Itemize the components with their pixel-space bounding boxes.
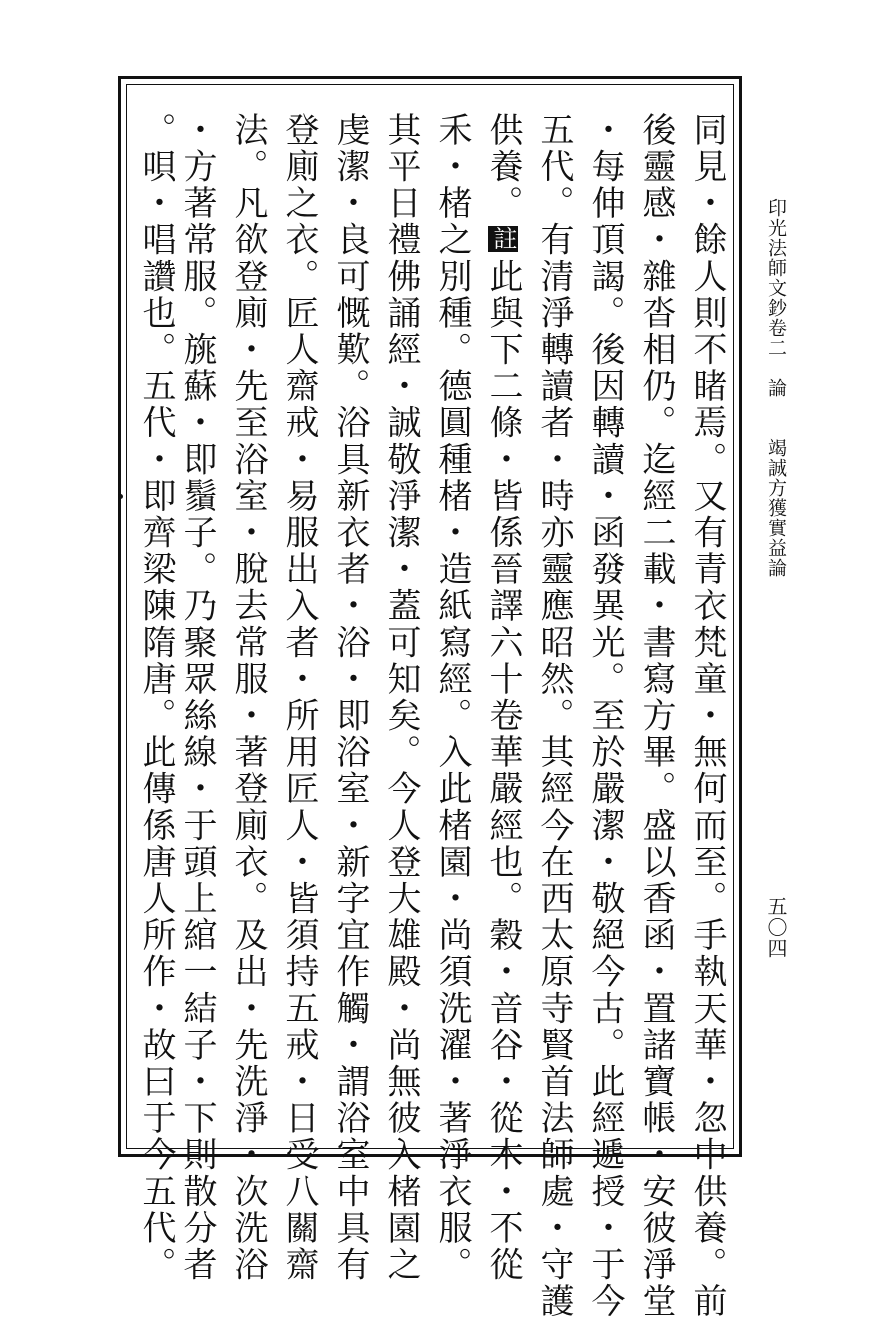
text-column-10: 法。凡欲登廁・先至浴室・脫去常服・著登廁衣。及出・先洗淨・次洗浴: [228, 112, 268, 1284]
running-head: [764, 198, 788, 578]
column-1-tail: 前: [687, 1283, 727, 1320]
text-column-6: 禾・楮之別種。德圓種楮・造紙寫經。入此楮園・尚須洗濯・著淨衣服。: [432, 112, 472, 1284]
text-column-9: 登廁之衣。匠人齋戒・易服出入者・所用匠人・皆須持五戒・日受八關齋: [279, 112, 319, 1284]
text-column-1: [684, 112, 730, 1320]
text-column-12: 。唄・唱讚也。五代・即齊梁陳隋唐。此傳係唐人所作・故曰于今五代。: [136, 112, 176, 1284]
text-column-11: ・方著常服。旐蘇・即鬚子。乃聚眾絲線・于頭上綰一結子・下則散分者: [177, 112, 217, 1284]
essay-title: 竭誠方獲實益論: [765, 438, 787, 578]
text-column-8: 虔潔・良可慨歎。浴具新衣者・浴・即浴室・新字宜作觸・謂浴室中具有: [330, 112, 370, 1284]
page-number: 五〇四: [764, 896, 788, 959]
annotation-marker: 註: [489, 225, 517, 253]
column-1-text: 同見・餘人則不睹焉。又有青衣梵童・無何而至。手執天華・忽中供養。: [687, 112, 727, 1284]
text-column-7: 其平日禮佛誦經・誠敬淨潔・蓋可知矣。今人登大雄殿・尚無彼入楮園之: [381, 112, 421, 1284]
text-column-3: ・每伸頂謁。後因轉讀・函發異光。至於嚴潔・敬絕今古。此經遞授・于今: [585, 112, 625, 1320]
book-title: 印光法師文鈔卷二 論: [765, 198, 787, 398]
text-column-2: 後靈感・雜沓相仍。迄經二載・書寫方畢。盛以香函・置諸寶帳・安彼淨堂: [636, 112, 676, 1320]
annotation-text: 此與下二條・皆係晉譯六十卷華嚴經也。穀・音谷・從木・不從: [483, 258, 523, 1284]
title-gap: [765, 398, 787, 438]
binding-mark: [118, 494, 123, 499]
text-column-4: 五代。有清淨轉讀者・時亦靈應昭然。其經今在西太原寺賢首法師處・守護: [534, 112, 574, 1320]
column-5-text: 供養。: [483, 112, 523, 222]
text-column-5: [480, 112, 526, 1283]
